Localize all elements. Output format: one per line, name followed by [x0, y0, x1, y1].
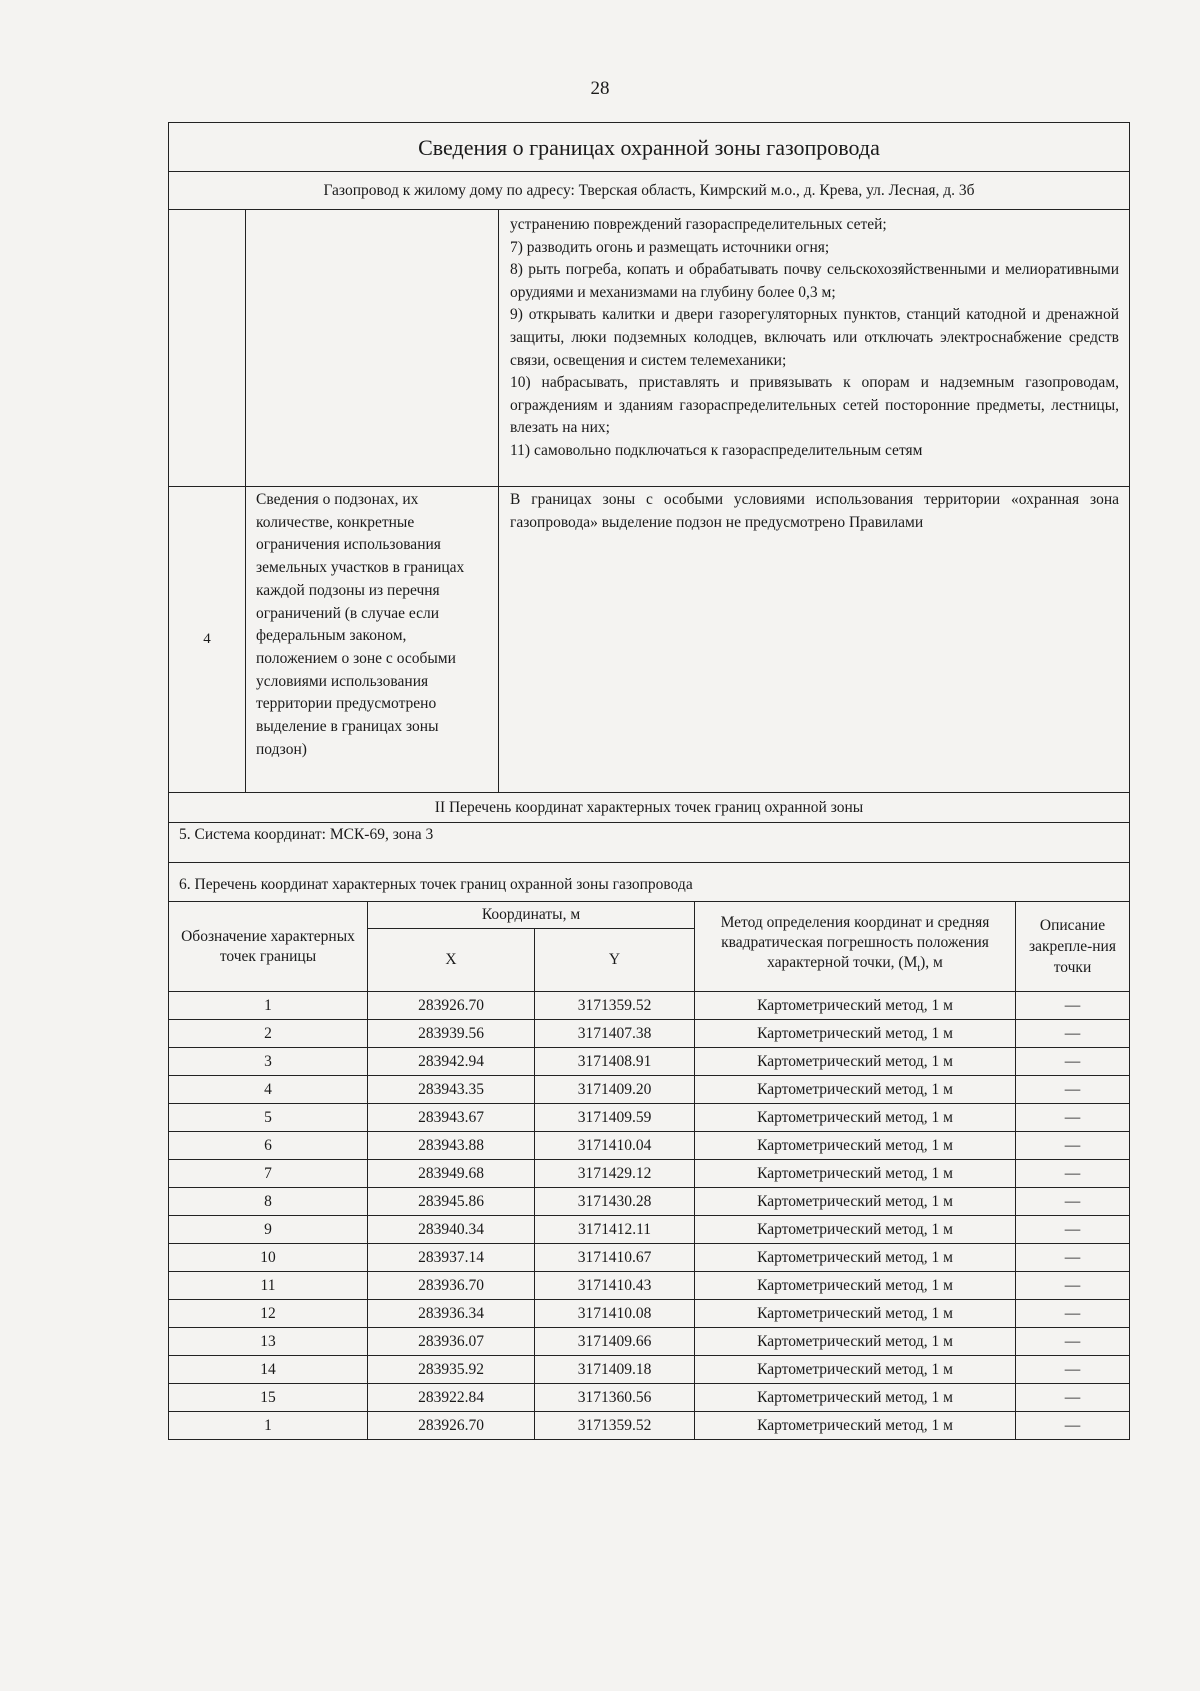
- table-row: [169, 1132, 1129, 1160]
- coord-y: 3171360.56: [535, 1384, 695, 1412]
- table-row: [169, 1160, 1129, 1188]
- coord-x: 283943.67: [368, 1104, 535, 1132]
- point-number: 1: [169, 1412, 368, 1440]
- coord-x: 283945.86: [368, 1188, 535, 1216]
- point-number: 12: [169, 1300, 368, 1328]
- coord-x: 283936.07: [368, 1328, 535, 1356]
- form-subtitle: Газопровод к жилому дому по адресу: Тверская область, Кимрский м.о., д. Крева, ул. Лесная, д. 3б: [169, 172, 1129, 210]
- table-row: [169, 1188, 1129, 1216]
- fixing-description: —: [1016, 1328, 1130, 1356]
- coord-y: 3171410.08: [535, 1300, 695, 1328]
- header-fixing: Описание закрепле-ния точки: [1016, 902, 1130, 992]
- coord-x: 283936.34: [368, 1300, 535, 1328]
- point-number: 14: [169, 1356, 368, 1384]
- coord-y: 3171409.66: [535, 1328, 695, 1356]
- fixing-description: —: [1016, 1160, 1130, 1188]
- restriction-line: 10) набрасывать, приставлять и привязывать к опорам и надземным газопроводам, ограждениям и зданиям газораспределительных сетей посторонние предметы, лестницы, влезать на них;: [510, 374, 1119, 437]
- point-number: 4: [169, 1076, 368, 1104]
- point-number: 9: [169, 1216, 368, 1244]
- restriction-line: 7) разводить огонь и размещать источники огня;: [510, 238, 830, 256]
- fixing-description: —: [1016, 1356, 1130, 1384]
- coord-x: 283935.92: [368, 1356, 535, 1384]
- point-number: 6: [169, 1132, 368, 1160]
- form-title: Сведения о границах охранной зоны газопровода: [169, 123, 1129, 172]
- fixing-description: —: [1016, 1020, 1130, 1048]
- coord-y: 3171409.59: [535, 1104, 695, 1132]
- fixing-description: —: [1016, 1048, 1130, 1076]
- method: Картометрический метод, 1 м: [695, 1412, 1016, 1440]
- coord-x: 283940.34: [368, 1216, 535, 1244]
- coord-y: 3171407.38: [535, 1020, 695, 1048]
- fixing-description: —: [1016, 1272, 1130, 1300]
- table-row: [169, 1300, 1129, 1328]
- fixing-description: —: [1016, 1384, 1130, 1412]
- point-number: 15: [169, 1384, 368, 1412]
- coord-y: 3171409.20: [535, 1076, 695, 1104]
- subzones-row: [169, 487, 1129, 793]
- point-number: 8: [169, 1188, 368, 1216]
- table-row: [169, 1048, 1129, 1076]
- point-number: 2: [169, 1020, 368, 1048]
- coord-y: 3171408.91: [535, 1048, 695, 1076]
- table-row: [169, 1328, 1129, 1356]
- point-number: 3: [169, 1048, 368, 1076]
- table-row: [169, 1412, 1129, 1440]
- method: Картометрический метод, 1 м: [695, 1020, 1016, 1048]
- coord-x: 283939.56: [368, 1020, 535, 1048]
- coord-y: 3171359.52: [535, 1412, 695, 1440]
- table-row: [169, 1272, 1129, 1300]
- restrictions-text: [499, 210, 1129, 486]
- restriction-line: 8) рыть погреба, копать и обрабатывать почву сельскохозяйственными и мелиоративными орудиями и механизмами на глубину более 0,3 м;: [510, 261, 1119, 301]
- header-method: Метод определения координат и средняя квадратическая погрешность положения характерной точки, $(M_t)$, м: [695, 902, 1016, 992]
- coordinates-table: [169, 902, 1129, 1439]
- coord-x: 283922.84: [368, 1384, 535, 1412]
- method: Картометрический метод, 1 м: [695, 1244, 1016, 1272]
- row-number: [169, 210, 246, 486]
- subzones-label: Сведения о подзонах, их количестве, конкретные ограничения использования земельных участков в границах каждой подзоны из перечня ограничений (в случае если федеральным законом, положением о зоне с особыми условиями использования территории предусмотрено выделение в границах зоны подзон): [246, 487, 499, 792]
- method: Картометрический метод, 1 м: [695, 1384, 1016, 1412]
- row-number: 4: [169, 487, 246, 792]
- coord-y: 3171410.67: [535, 1244, 695, 1272]
- coordinates-block: [169, 863, 1129, 1439]
- method: Картометрический метод, 1 м: [695, 1132, 1016, 1160]
- coord-y: 3171410.43: [535, 1272, 695, 1300]
- method: Картометрический метод, 1 м: [695, 1188, 1016, 1216]
- coord-x: 283943.88: [368, 1132, 535, 1160]
- coord-x: 283936.70: [368, 1272, 535, 1300]
- coord-y: 3171429.12: [535, 1160, 695, 1188]
- table-row: [169, 1356, 1129, 1384]
- table-row: [169, 1104, 1129, 1132]
- coord-x: 283937.14: [368, 1244, 535, 1272]
- row-label: [246, 210, 499, 486]
- method: Картометрический метод, 1 м: [695, 1048, 1016, 1076]
- table-row: [169, 1384, 1129, 1412]
- fixing-description: —: [1016, 1076, 1130, 1104]
- method: Картометрический метод, 1 м: [695, 1328, 1016, 1356]
- method: Картометрический метод, 1 м: [695, 1356, 1016, 1384]
- method: Картометрический метод, 1 м: [695, 1216, 1016, 1244]
- table-row: [169, 1244, 1129, 1272]
- coord-x: 283926.70: [368, 992, 535, 1020]
- point-number: 10: [169, 1244, 368, 1272]
- table-row: [169, 1076, 1129, 1104]
- fixing-description: —: [1016, 1300, 1130, 1328]
- point-number: 1: [169, 992, 368, 1020]
- page-number: 28: [590, 78, 610, 99]
- point-number: 11: [169, 1272, 368, 1300]
- restriction-line: устранению повреждений газораспределительных сетей;: [510, 216, 887, 233]
- header-x: X: [368, 929, 535, 992]
- coord-y: 3171412.11: [535, 1216, 695, 1244]
- header-y: Y: [535, 929, 695, 992]
- fixing-description: —: [1016, 1412, 1130, 1440]
- method: Картометрический метод, 1 м: [695, 1160, 1016, 1188]
- fixing-description: —: [1016, 992, 1130, 1020]
- coord-x: 283942.94: [368, 1048, 535, 1076]
- point-number: 5: [169, 1104, 368, 1132]
- restriction-line: 9) открывать калитки и двери газорегуляторных пунктов, станций катодной и дренажной защиты, люки подземных колодцев, включать или отключать электроснабжение средств связи, освещения и систем телемеханики;: [510, 306, 1119, 369]
- method: Картометрический метод, 1 м: [695, 1076, 1016, 1104]
- coord-x: 283943.35: [368, 1076, 535, 1104]
- point-number: 7: [169, 1160, 368, 1188]
- header-designation: Обозначение характерных точек границы: [169, 902, 368, 992]
- fixing-description: —: [1016, 1216, 1130, 1244]
- fixing-description: —: [1016, 1132, 1130, 1160]
- method: Картометрический метод, 1 м: [695, 1272, 1016, 1300]
- coordinates-list-title: 6. Перечень координат характерных точек границ охранной зоны газопровода: [169, 863, 1129, 902]
- coord-x: 283949.68: [368, 1160, 535, 1188]
- point-number: 13: [169, 1328, 368, 1356]
- coord-y: 3171430.28: [535, 1188, 695, 1216]
- coord-y: 3171409.18: [535, 1356, 695, 1384]
- coordinate-system: 5. Система координат: МСК-69, зона 3: [169, 823, 1129, 863]
- subzones-text: В границах зоны с особыми условиями использования территории «охранная зона газопровода» выделение подзон не предусмотрено Правилами: [510, 491, 1119, 531]
- coord-y: 3171359.52: [535, 992, 695, 1020]
- header-coordinates: Координаты, м: [368, 902, 695, 929]
- table-row: [169, 1216, 1129, 1244]
- fixing-description: —: [1016, 1104, 1130, 1132]
- restrictions-continued-row: [169, 210, 1129, 487]
- method: Картометрический метод, 1 м: [695, 1104, 1016, 1132]
- table-row: [169, 992, 1129, 1020]
- method: Картометрический метод, 1 м: [695, 1300, 1016, 1328]
- protection-zone-form: [168, 122, 1130, 1440]
- coord-y: 3171410.04: [535, 1132, 695, 1160]
- section-two-heading: II Перечень координат характерных точек границ охранной зоны: [169, 793, 1129, 823]
- coord-x: 283926.70: [368, 1412, 535, 1440]
- table-row: [169, 1020, 1129, 1048]
- fixing-description: —: [1016, 1188, 1130, 1216]
- fixing-description: —: [1016, 1244, 1130, 1272]
- restriction-line: 11) самовольно подключаться к газораспределительным сетям: [510, 441, 923, 459]
- method: Картометрический метод, 1 м: [695, 992, 1016, 1020]
